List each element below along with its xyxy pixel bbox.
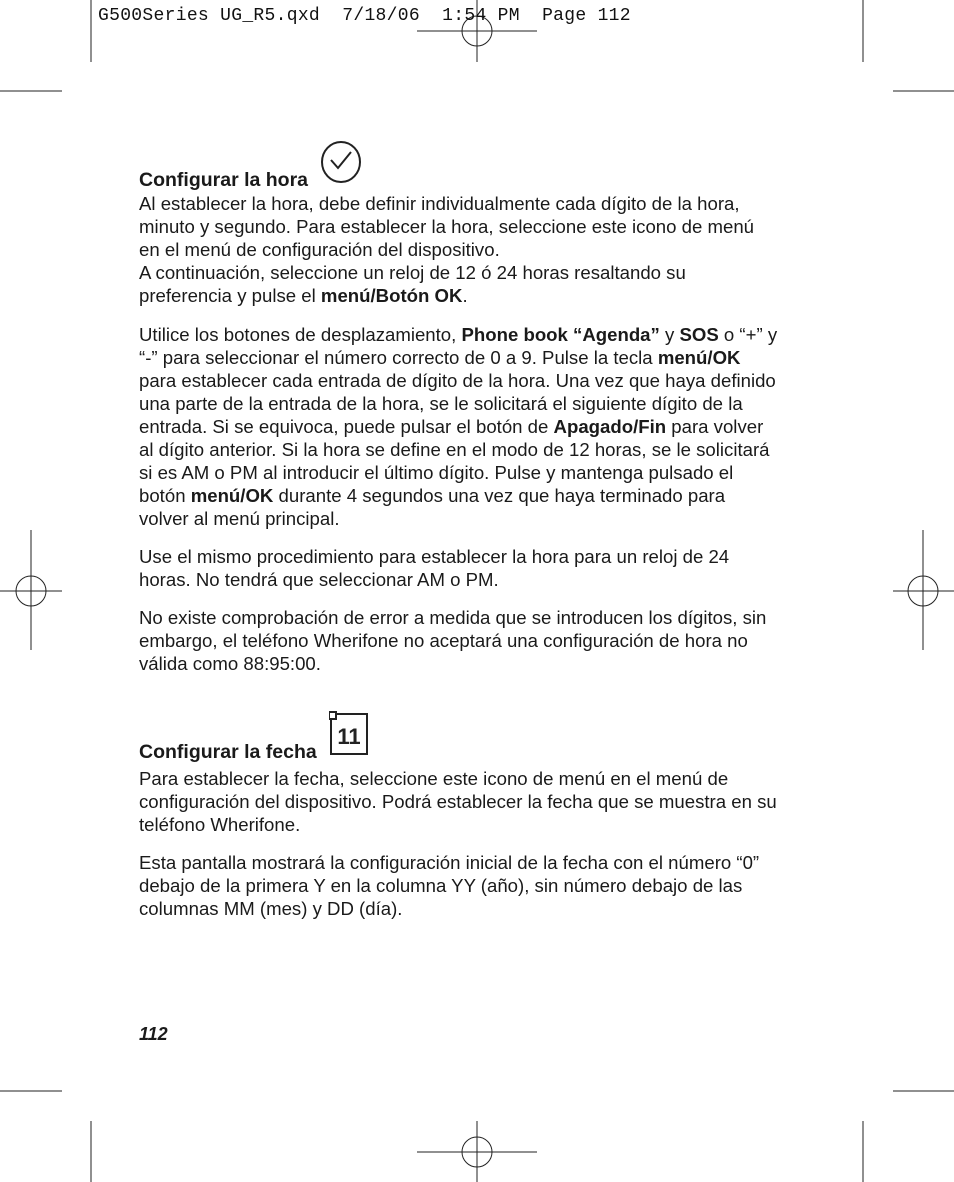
paragraph: No existe comprobación de error a medida que se introducen los dígitos, sin embargo, el teléfono Wherifone no aceptará una configuración de hora no válida como 88:95:00. [139, 607, 767, 674]
clock-icon [320, 140, 362, 192]
section-configurar-hora [139, 140, 779, 675]
paragraph-text: Utilice los botones de desplazamiento, [139, 324, 462, 345]
bold-term: Apagado/Fin [553, 416, 667, 437]
section-heading [139, 140, 779, 192]
paragraph: Esta pantalla mostrará la configuración inicial de la fecha con el número “0” debajo de la primera Y en la columna YY (año), sin número debajo de las columnas MM (mes) y DD (día). [139, 852, 760, 919]
paragraph-text: Al establecer la hora, debe definir individualmente cada dígito de la hora, minuto y segundo. Para establecer la hora, seleccione este icono de menú en el menú de configuración del dispositivo. [139, 193, 755, 260]
paragraph [139, 192, 779, 307]
paragraph-text: para establecer cada entrada de dígito de la hora. Una vez que haya definido una parte de la entrada de la hora, se le solicitará el siguiente dígito de la entrada. Si se equivoca, puede pulsar el botón de [139, 370, 776, 437]
heading-text: Configurar la fecha [139, 741, 317, 763]
paragraph-text: durante 4 segundos una vez que haya terminado para volver al menú principal. [139, 485, 726, 529]
bold-term: menú/OK [657, 347, 741, 368]
paragraph-text: o “+” y “-” para seleccionar el número correcto de 0 a 9. Pulse la tecla [139, 324, 778, 368]
bold-term: SOS [679, 324, 719, 345]
section-configurar-fecha [139, 710, 779, 920]
bold-term: menú/OK [190, 485, 274, 506]
paragraph-text: . [462, 285, 468, 306]
calendar-icon [329, 710, 371, 764]
calendar-number: 11 [337, 724, 361, 749]
paragraph-text: y [659, 324, 680, 345]
heading-text: Configurar la hora [139, 169, 309, 191]
paragraph: Use el mismo procedimiento para establecer la hora para un reloj de 24 horas. No tendrá que seleccionar AM o PM. [139, 546, 730, 590]
paragraph-text: A continuación, seleccione un reloj de 12 ó 24 horas resaltando su preferencia y pulse el [139, 262, 686, 306]
paragraph [139, 323, 779, 530]
section-heading [139, 710, 779, 764]
paragraph-text: para volver al dígito anterior. Si la hora se define en el modo de 12 horas, se le solicitará si es AM o PM al introducir el último dígito. Pulse y mantenga pulsado el botón [139, 416, 770, 506]
page-number: 112 [139, 1024, 168, 1044]
file-slug: G500Series UG_R5.qxd 7/18/06 1:54 PM Page 112 [98, 6, 631, 26]
paragraph: Para establecer la fecha, seleccione este icono de menú en el menú de configuración del dispositivo. Podrá establecer la fecha que se muestra en su teléfono Wherifone. [139, 768, 777, 835]
bold-term: menú/Botón OK [320, 285, 463, 306]
bold-term: Phone book “Agenda” [461, 324, 660, 345]
